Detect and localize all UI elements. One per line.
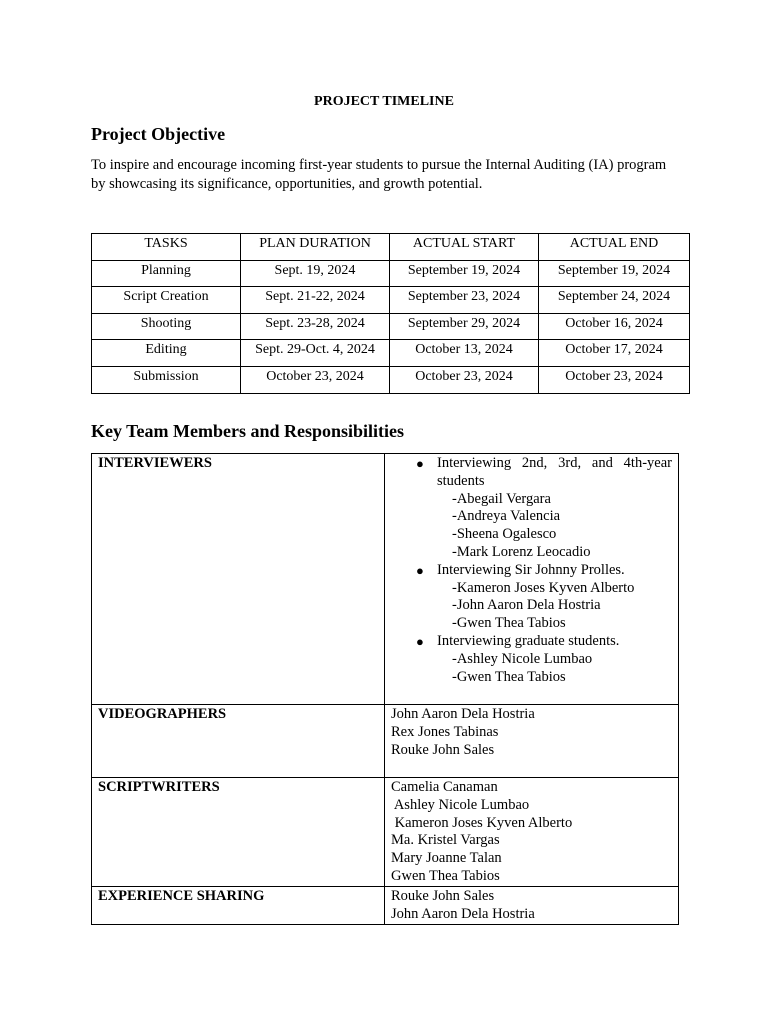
task-cell: Submission	[92, 366, 241, 393]
list-item	[391, 455, 672, 562]
list-item	[391, 562, 672, 633]
team-heading: Key Team Members and Responsibilities	[91, 421, 405, 441]
table-row	[92, 313, 690, 340]
plan-duration-cell: Sept. 21-22, 2024	[241, 287, 390, 314]
table-row	[92, 454, 679, 705]
member-name: -Kameron Joses Kyven Alberto	[452, 579, 635, 596]
task-cell: Shooting	[92, 313, 241, 340]
header-actual-start: ACTUAL START	[390, 234, 539, 261]
actual-end-cell: October 23, 2024	[539, 366, 690, 393]
member-name: Rouke John Sales	[391, 741, 495, 758]
task-cell: Editing	[92, 340, 241, 367]
member-name: -Ashley Nicole Lumbao	[452, 650, 593, 667]
member-list	[437, 580, 672, 633]
member-name: -Sheena Ogalesco	[452, 526, 557, 543]
member-name: -Andreya Valencia	[452, 508, 561, 525]
member-name: Ma. Kristel Vargas	[391, 832, 500, 849]
table-row	[92, 366, 690, 393]
member-name: John Aaron Dela Hostria	[391, 905, 535, 922]
member-name: Ashley Nicole Lumbao	[391, 796, 530, 813]
scriptwriter-members	[385, 778, 679, 887]
timeline-header-row	[92, 234, 690, 261]
interview-task: Interviewing graduate students.	[437, 632, 620, 649]
table-row	[92, 260, 690, 287]
member-name: -Mark Lorenz Leocadio	[452, 543, 591, 560]
actual-end-cell: September 24, 2024	[539, 287, 690, 314]
interview-task: Interviewing Sir Johnny Prolles.	[437, 561, 625, 578]
table-row	[92, 778, 679, 887]
role-experience-sharing: EXPERIENCE SHARING	[92, 887, 385, 925]
role-videographers: VIDEOGRAPHERS	[92, 705, 385, 778]
objective-text: To inspire and encourage incoming first-year students to pursue the Internal Auditing (IA) program by showcasing its significance, opportunities, and growth potential.	[91, 157, 667, 192]
task-cell: Planning	[92, 260, 241, 287]
plan-duration-cell: Sept. 29-Oct. 4, 2024	[241, 340, 390, 367]
plan-duration-cell: October 23, 2024	[241, 366, 390, 393]
plan-duration-cell: Sept. 19, 2024	[241, 260, 390, 287]
table-row	[92, 287, 690, 314]
plan-duration-cell: Sept. 23-28, 2024	[241, 313, 390, 340]
table-row	[92, 705, 679, 778]
member-name: Rex Jones Tabinas	[391, 723, 499, 740]
role-interviewers: INTERVIEWERS	[92, 454, 385, 705]
task-cell: Script Creation	[92, 287, 241, 314]
table-row	[92, 887, 679, 925]
role-scriptwriters: SCRIPTWRITERS	[92, 778, 385, 887]
member-name: Rouke John Sales	[391, 888, 495, 904]
member-list	[437, 491, 672, 562]
videographer-members	[385, 705, 679, 778]
bullet-icon: ●	[416, 562, 424, 578]
bullet-icon: ●	[416, 456, 424, 471]
document-title: PROJECT TIMELINE	[314, 94, 454, 109]
member-name: -Gwen Thea Tabios	[452, 668, 566, 685]
member-name: Gwen Thea Tabios	[391, 867, 500, 884]
actual-end-cell: October 16, 2024	[539, 313, 690, 340]
actual-start-cell: October 13, 2024	[390, 340, 539, 367]
member-name: -Gwen Thea Tabios	[452, 615, 566, 632]
actual-start-cell: October 23, 2024	[390, 366, 539, 393]
actual-end-cell: September 19, 2024	[539, 260, 690, 287]
actual-start-cell: September 19, 2024	[390, 260, 539, 287]
header-plan-duration: PLAN DURATION	[241, 234, 390, 261]
interview-task: Interviewing 2nd, 3rd, and 4th-year students	[437, 455, 672, 489]
header-actual-end: ACTUAL END	[539, 234, 690, 261]
member-name: Camelia Canaman	[391, 779, 498, 795]
member-name: -John Aaron Dela Hostria	[452, 597, 601, 614]
member-list	[437, 651, 672, 687]
actual-end-cell: October 17, 2024	[539, 340, 690, 367]
member-name: John Aaron Dela Hostria	[391, 706, 535, 722]
team-table	[91, 453, 679, 925]
interview-task-list	[391, 455, 672, 686]
member-name: Kameron Joses Kyven Alberto	[391, 814, 573, 831]
actual-start-cell: September 29, 2024	[390, 313, 539, 340]
interviewer-groups	[385, 454, 679, 705]
actual-start-cell: September 23, 2024	[390, 287, 539, 314]
list-item	[391, 633, 672, 686]
member-name: -Abegail Vergara	[452, 490, 551, 507]
header-tasks: TASKS	[92, 234, 241, 261]
bullet-icon: ●	[416, 633, 424, 649]
experience-sharing-members	[385, 887, 679, 925]
objective-heading: Project Objective	[91, 124, 226, 144]
timeline-table	[91, 233, 690, 394]
member-name: Mary Joanne Talan	[391, 850, 502, 867]
table-row	[92, 340, 690, 367]
